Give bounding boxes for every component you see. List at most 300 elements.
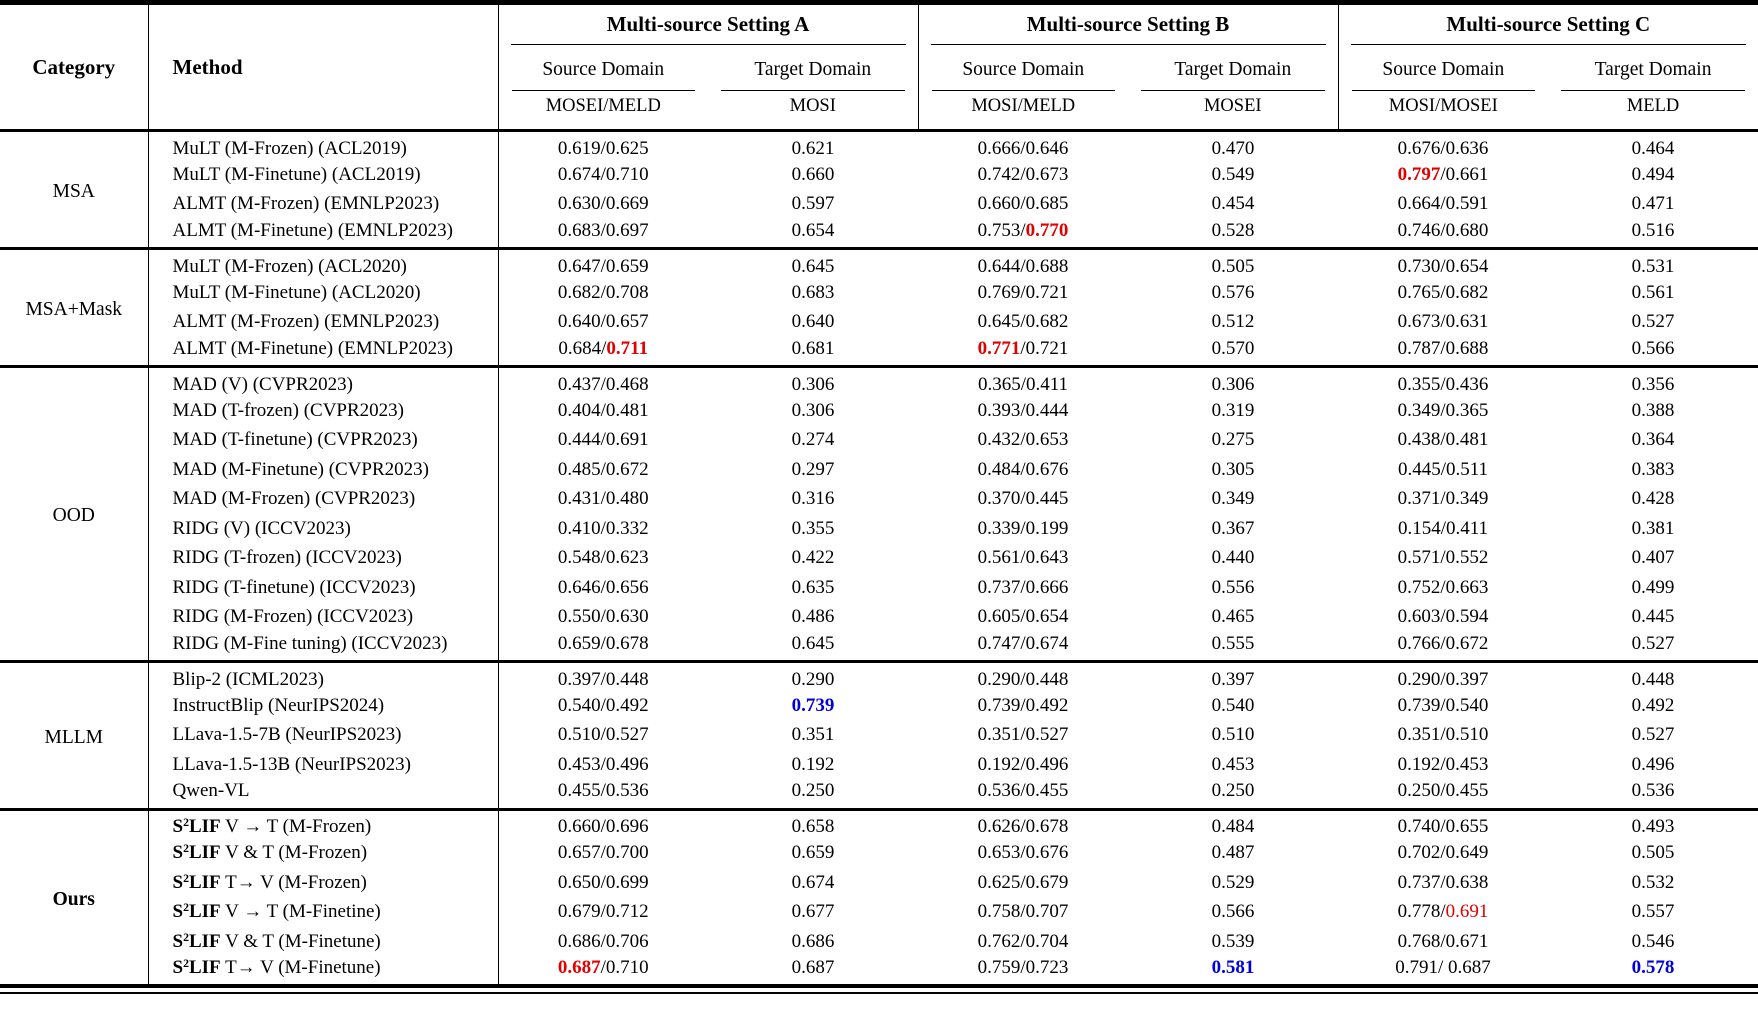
method-cell: RIDG (T-frozen) (ICCV2023) xyxy=(148,544,498,574)
section-ood xyxy=(0,367,1758,662)
target-domain-value-cell: 0.561 xyxy=(1631,281,1675,303)
target-domain-value-cell: 0.364 xyxy=(1631,429,1675,451)
highlighted-value: 2 xyxy=(183,842,189,856)
method-cell: MAD (M-Finetune) (CVPR2023) xyxy=(148,455,498,485)
target-domain-value-cell: 0.454 xyxy=(1211,193,1255,215)
source-domain-value-cell: 0.404/0.481 xyxy=(557,399,649,421)
method-cell: Blip-2 (ICML2023) xyxy=(148,662,498,692)
target-domain-value-cell: 0.660 xyxy=(791,163,835,185)
source-domain-value-cell: 0.432/0.653 xyxy=(977,429,1069,451)
source-domain-value-cell: 0.666/0.646 xyxy=(977,137,1069,159)
target-domain-value-cell: 0.549 xyxy=(1211,163,1255,185)
source-domain-value-cell: 0.290/0.397 xyxy=(1338,662,1548,692)
source-domain-value-cell: 0.561/0.643 xyxy=(977,547,1069,569)
target-domain-value-cell: 0.445 xyxy=(1631,606,1675,628)
highlighted-value: 0.581 xyxy=(1211,956,1255,978)
source-domain-value-cell: 0.659/0.678 xyxy=(557,632,649,654)
source-domain-value-cell xyxy=(1338,160,1548,190)
target-domain-value-cell: 0.356 xyxy=(1548,367,1758,397)
value-text: T→ V (M-Finetune) xyxy=(220,956,381,978)
source-domain-value-cell: 0.673/0.631 xyxy=(1397,311,1489,333)
source-domain-value-cell: 0.510/0.527 xyxy=(557,724,649,746)
target-domain-value-cell: 0.654 xyxy=(791,219,835,241)
highlighted-value: LIF xyxy=(188,930,221,952)
target-domain-value-cell: 0.471 xyxy=(1631,193,1675,215)
source-domain-value-cell: 0.192/0.453 xyxy=(1397,753,1489,775)
source-domain-value-cell: 0.762/0.704 xyxy=(977,930,1069,952)
source-domain-value-cell: 0.485/0.672 xyxy=(557,458,649,480)
target-domain-value-cell: 0.487 xyxy=(1211,842,1255,864)
header-method-label: Method xyxy=(148,3,498,131)
source-domain-value-cell: 0.625/0.679 xyxy=(977,871,1069,893)
source-domain-value-cell: 0.630/0.669 xyxy=(557,193,649,215)
method-cell: RIDG (M-Fine tuning) (ICCV2023) xyxy=(148,632,498,662)
target-domain-value-cell: 0.349 xyxy=(1211,488,1255,510)
method-cell: MAD (V) (CVPR2023) xyxy=(148,367,498,397)
table-row xyxy=(0,750,1758,780)
target-domain-value-cell: 0.505 xyxy=(1128,249,1338,279)
setting-c-title: Multi-source Setting C xyxy=(1351,6,1747,44)
setting-b-source-domains: MOSI/MELD xyxy=(918,91,1128,131)
target-domain-value-cell: 0.566 xyxy=(1631,337,1675,359)
highlighted-value: 0.797 xyxy=(1397,163,1441,185)
target-domain-value-cell: 0.510 xyxy=(1211,724,1255,746)
setting-b-target-domain: MOSEI xyxy=(1128,91,1338,131)
highlighted-value: 0.687 xyxy=(557,956,601,978)
method-cell xyxy=(148,898,498,928)
method-cell: MAD (M-Frozen) (CVPR2023) xyxy=(148,485,498,515)
table-row xyxy=(0,249,1758,279)
value-text: V → T (M-Finetine) xyxy=(220,901,381,923)
target-domain-value-cell: 0.274 xyxy=(791,429,835,451)
source-domain-value-cell xyxy=(918,337,1128,367)
target-domain-value-cell: 0.621 xyxy=(791,137,835,159)
method-cell: ALMT (M-Frozen) (EMNLP2023) xyxy=(148,308,498,338)
source-domain-value-cell: 0.787/0.688 xyxy=(1397,337,1489,359)
value-text: T→ V (M-Frozen) xyxy=(220,871,367,893)
header-setting-c xyxy=(1338,3,1758,45)
method-cell: LLava-1.5-7B (NeurIPS2023) xyxy=(148,721,498,751)
table-row xyxy=(0,927,1758,957)
target-domain-value-cell: 0.677 xyxy=(791,901,835,923)
source-domain-value-cell: 0.645/0.682 xyxy=(977,311,1069,333)
table-header xyxy=(0,3,1758,131)
highlighted-value: S xyxy=(172,901,184,923)
setting-b-source-label: Source Domain xyxy=(918,45,1128,91)
target-domain-value-cell: 0.428 xyxy=(1631,488,1675,510)
target-domain-value-cell: 0.275 xyxy=(1211,429,1255,451)
method-cell: RIDG (T-finetune) (ICCV2023) xyxy=(148,573,498,603)
method-cell: RIDG (M-Frozen) (ICCV2023) xyxy=(148,603,498,633)
target-domain-value-cell: 0.557 xyxy=(1631,901,1675,923)
method-cell: ALMT (M-Finetune) (EMNLP2023) xyxy=(148,337,498,367)
source-domain-value-cell: 0.730/0.654 xyxy=(1338,249,1548,279)
header-setting-b xyxy=(918,3,1338,45)
highlighted-value: 0.711 xyxy=(606,337,649,359)
source-domain-value-cell: 0.365/0.411 xyxy=(918,367,1128,397)
target-domain-value-cell: 0.290 xyxy=(708,662,918,692)
highlighted-value: 2 xyxy=(183,930,189,944)
method-cell xyxy=(148,957,498,987)
highlighted-value: LIF xyxy=(188,901,221,923)
target-domain-value-cell: 0.453 xyxy=(1211,753,1255,775)
highlighted-value: 2 xyxy=(183,816,189,830)
target-domain-value-cell: 0.527 xyxy=(1631,724,1675,746)
source-domain-value-cell: 0.250/0.455 xyxy=(1397,780,1489,802)
setting-c-source-domains: MOSI/MOSEI xyxy=(1338,91,1548,131)
category-cell: MSA+Mask xyxy=(0,249,148,367)
method-cell: InstructBlip (NeurIPS2024) xyxy=(148,691,498,721)
target-domain-value-cell: 0.686 xyxy=(791,930,835,952)
table-row xyxy=(0,898,1758,928)
value-text: /0.661 xyxy=(1440,163,1489,185)
table-row xyxy=(0,721,1758,751)
table-row xyxy=(0,691,1758,721)
table-row xyxy=(0,780,1758,810)
source-domain-value-cell: 0.351/0.527 xyxy=(977,724,1069,746)
table-row xyxy=(0,839,1758,869)
source-domain-value-cell: 0.455/0.536 xyxy=(557,780,649,802)
source-domain-value-cell: 0.445/0.511 xyxy=(1397,458,1489,480)
target-domain-value-cell: 0.536 xyxy=(1631,780,1675,802)
setting-b-title: Multi-source Setting B xyxy=(931,6,1326,44)
target-domain-value-cell: 0.539 xyxy=(1211,930,1255,952)
source-domain-value-cell: 0.603/0.594 xyxy=(1397,606,1489,628)
target-domain-value-cell: 0.540 xyxy=(1211,694,1255,716)
source-domain-value-cell: 0.370/0.445 xyxy=(977,488,1069,510)
target-domain-value-cell: 0.528 xyxy=(1211,219,1255,241)
header-category-label: Category xyxy=(0,3,148,131)
target-domain-value-cell xyxy=(708,691,918,721)
highlighted-value: LIF xyxy=(188,842,221,864)
target-domain-value-cell: 0.566 xyxy=(1211,901,1255,923)
target-domain-value-cell: 0.316 xyxy=(791,488,835,510)
source-domain-value-cell: 0.605/0.654 xyxy=(977,606,1069,628)
header-row-settings xyxy=(0,3,1758,45)
target-domain-value-cell: 0.516 xyxy=(1631,219,1675,241)
table-row xyxy=(0,809,1758,839)
table-row xyxy=(0,868,1758,898)
method-cell xyxy=(148,868,498,898)
table-row xyxy=(0,396,1758,426)
target-domain-value-cell: 0.351 xyxy=(791,724,835,746)
source-domain-value-cell: 0.758/0.707 xyxy=(977,901,1069,923)
table-row xyxy=(0,308,1758,338)
target-domain-value-cell: 0.465 xyxy=(1211,606,1255,628)
source-domain-value-cell: 0.747/0.674 xyxy=(977,632,1069,654)
source-domain-value-cell: 0.740/0.655 xyxy=(1338,809,1548,839)
target-domain-value-cell: 0.527 xyxy=(1631,311,1675,333)
target-domain-value-cell: 0.555 xyxy=(1211,632,1255,654)
table-row xyxy=(0,190,1758,220)
value-text: /0.721 xyxy=(1020,337,1069,359)
source-domain-value-cell: 0.371/0.349 xyxy=(1397,488,1489,510)
source-domain-value-cell: 0.766/0.672 xyxy=(1397,632,1489,654)
source-domain-value-cell: 0.653/0.676 xyxy=(977,842,1069,864)
highlighted-value: LIF xyxy=(188,956,221,978)
source-domain-value-cell: 0.739/0.492 xyxy=(977,694,1069,716)
target-domain-value-cell: 0.306 xyxy=(791,399,835,421)
target-domain-value-cell: 0.397 xyxy=(1128,662,1338,692)
source-domain-value-cell xyxy=(498,957,708,987)
section-msa xyxy=(0,131,1758,249)
method-cell: LLava-1.5-13B (NeurIPS2023) xyxy=(148,750,498,780)
source-domain-value-cell: 0.444/0.691 xyxy=(557,429,649,451)
method-cell: ALMT (M-Frozen) (EMNLP2023) xyxy=(148,190,498,220)
target-domain-value-cell: 0.319 xyxy=(1211,399,1255,421)
target-domain-value-cell: 0.407 xyxy=(1631,547,1675,569)
target-domain-value-cell xyxy=(1548,957,1758,987)
table-row xyxy=(0,160,1758,190)
source-domain-value-cell: 0.682/0.708 xyxy=(557,281,649,303)
target-domain-value-cell: 0.484 xyxy=(1128,809,1338,839)
source-domain-value-cell xyxy=(918,219,1128,249)
highlighted-value: 0.771 xyxy=(977,337,1021,359)
target-domain-value-cell: 0.493 xyxy=(1548,809,1758,839)
source-domain-value-cell: 0.737/0.666 xyxy=(977,576,1069,598)
source-domain-value-cell: 0.339/0.199 xyxy=(977,517,1069,539)
source-domain-value-cell: 0.571/0.552 xyxy=(1397,547,1489,569)
source-domain-value-cell: 0.349/0.365 xyxy=(1397,399,1489,421)
table-row xyxy=(0,603,1758,633)
method-cell: MAD (T-frozen) (CVPR2023) xyxy=(148,396,498,426)
target-domain-value-cell xyxy=(1128,957,1338,987)
source-domain-value-cell: 0.644/0.688 xyxy=(918,249,1128,279)
table-row xyxy=(0,662,1758,692)
table-row xyxy=(0,426,1758,456)
source-domain-value-cell: 0.791/ 0.687 xyxy=(1395,956,1491,978)
highlighted-value: S xyxy=(172,956,184,978)
source-domain-value-cell: 0.355/0.436 xyxy=(1338,367,1548,397)
table-row xyxy=(0,544,1758,574)
source-domain-value-cell: 0.192/0.496 xyxy=(977,753,1069,775)
source-domain-value-cell xyxy=(498,337,708,367)
setting-a-source-domains: MOSEI/MELD xyxy=(498,91,708,131)
source-domain-value-cell: 0.437/0.468 xyxy=(498,367,708,397)
target-domain-value-cell: 0.674 xyxy=(791,871,835,893)
category-cell: Ours xyxy=(0,809,148,986)
method-cell: MuLT (M-Frozen) (ACL2020) xyxy=(148,249,498,279)
highlighted-value: 0.739 xyxy=(791,694,835,716)
category-cell: MSA xyxy=(0,131,148,249)
target-domain-value-cell: 0.658 xyxy=(708,809,918,839)
target-domain-value-cell: 0.470 xyxy=(1211,137,1255,159)
target-domain-value-cell: 0.494 xyxy=(1631,163,1675,185)
target-domain-value-cell: 0.546 xyxy=(1631,930,1675,952)
highlighted-value: S xyxy=(172,930,184,952)
target-domain-value-cell: 0.576 xyxy=(1211,281,1255,303)
table-row xyxy=(0,485,1758,515)
source-domain-value-cell: 0.657/0.700 xyxy=(557,842,649,864)
target-domain-value-cell: 0.687 xyxy=(791,956,835,978)
method-cell: ALMT (M-Finetune) (EMNLP2023) xyxy=(148,219,498,249)
source-domain-value-cell: 0.410/0.332 xyxy=(557,517,649,539)
target-domain-value-cell: 0.367 xyxy=(1211,517,1255,539)
source-domain-value-cell: 0.683/0.697 xyxy=(557,219,649,241)
target-domain-value-cell: 0.297 xyxy=(791,458,835,480)
source-domain-value-cell: 0.393/0.444 xyxy=(977,399,1069,421)
source-domain-value-cell: 0.660/0.685 xyxy=(977,193,1069,215)
target-domain-value-cell: 0.440 xyxy=(1211,547,1255,569)
source-domain-value-cell: 0.769/0.721 xyxy=(977,281,1069,303)
setting-c-target-domain: MELD xyxy=(1548,91,1758,131)
target-domain-value-cell: 0.355 xyxy=(791,517,835,539)
highlighted-value: 0.578 xyxy=(1631,956,1675,978)
target-domain-value-cell: 0.681 xyxy=(791,337,835,359)
source-domain-value-cell: 0.742/0.673 xyxy=(977,163,1069,185)
table-row xyxy=(0,337,1758,367)
source-domain-value-cell: 0.453/0.496 xyxy=(557,753,649,775)
method-cell: RIDG (V) (ICCV2023) xyxy=(148,514,498,544)
target-domain-value-cell: 0.381 xyxy=(1631,517,1675,539)
section-ours xyxy=(0,809,1758,986)
highlighted-value: 2 xyxy=(183,956,189,970)
target-domain-value-cell: 0.250 xyxy=(791,780,835,802)
method-cell xyxy=(148,927,498,957)
target-domain-value-cell: 0.250 xyxy=(1211,780,1255,802)
source-domain-value-cell: 0.550/0.630 xyxy=(557,606,649,628)
table-row xyxy=(0,219,1758,249)
setting-b-target-label: Target Domain xyxy=(1128,45,1338,91)
method-cell: Qwen-VL xyxy=(148,780,498,810)
value-text: V & T (M-Frozen) xyxy=(220,842,368,864)
target-domain-value-cell: 0.512 xyxy=(1211,311,1255,333)
source-domain-value-cell: 0.650/0.699 xyxy=(557,871,649,893)
target-domain-value-cell: 0.496 xyxy=(1631,753,1675,775)
highlighted-value: LIF xyxy=(188,871,221,893)
category-cell: MLLM xyxy=(0,662,148,810)
table-row xyxy=(0,455,1758,485)
target-domain-value-cell: 0.305 xyxy=(1211,458,1255,480)
setting-c-target-label: Target Domain xyxy=(1548,45,1758,91)
source-domain-value-cell: 0.397/0.448 xyxy=(498,662,708,692)
source-domain-value-cell: 0.431/0.480 xyxy=(557,488,649,510)
setting-a-source-label: Source Domain xyxy=(498,45,708,91)
target-domain-value-cell: 0.448 xyxy=(1548,662,1758,692)
source-domain-value-cell: 0.674/0.710 xyxy=(557,163,649,185)
table-row xyxy=(0,131,1758,161)
source-domain-value-cell: 0.768/0.671 xyxy=(1397,930,1489,952)
category-cell: OOD xyxy=(0,367,148,662)
section-msa-mask xyxy=(0,249,1758,367)
target-domain-value-cell: 0.635 xyxy=(791,576,835,598)
target-domain-value-cell: 0.388 xyxy=(1631,399,1675,421)
value-text: 0.753/ xyxy=(977,219,1026,241)
source-domain-value-cell: 0.290/0.448 xyxy=(918,662,1128,692)
table-row xyxy=(0,632,1758,662)
setting-a-title: Multi-source Setting A xyxy=(511,6,906,44)
source-domain-value-cell: 0.759/0.723 xyxy=(977,956,1069,978)
source-domain-value-cell: 0.664/0.591 xyxy=(1397,193,1489,215)
source-domain-value-cell: 0.765/0.682 xyxy=(1397,281,1489,303)
source-domain-value-cell: 0.647/0.659 xyxy=(498,249,708,279)
source-domain-value-cell: 0.438/0.481 xyxy=(1397,429,1489,451)
value-text: V & T (M-Finetune) xyxy=(220,930,381,952)
target-domain-value-cell: 0.683 xyxy=(791,281,835,303)
target-domain-value-cell: 0.556 xyxy=(1211,576,1255,598)
highlighted-value: S xyxy=(172,871,184,893)
method-cell: MuLT (M-Finetune) (ACL2019) xyxy=(148,160,498,190)
source-domain-value-cell: 0.660/0.696 xyxy=(498,809,708,839)
source-domain-value-cell: 0.702/0.649 xyxy=(1397,842,1489,864)
value-text: V → T (M-Frozen) xyxy=(220,816,372,838)
target-domain-value-cell: 0.532 xyxy=(1631,871,1675,893)
target-domain-value-cell: 0.529 xyxy=(1211,871,1255,893)
highlighted-value: 2 xyxy=(183,871,189,885)
target-domain-value-cell: 0.597 xyxy=(791,193,835,215)
highlighted-value: S xyxy=(172,842,184,864)
table-row xyxy=(0,278,1758,308)
target-domain-value-cell: 0.645 xyxy=(791,632,835,654)
target-domain-value-cell: 0.659 xyxy=(791,842,835,864)
source-domain-value-cell: 0.752/0.663 xyxy=(1397,576,1489,598)
source-domain-value-cell: 0.676/0.636 xyxy=(1397,137,1489,159)
source-domain-value-cell: 0.679/0.712 xyxy=(557,901,649,923)
table-row xyxy=(0,367,1758,397)
target-domain-value-cell: 0.422 xyxy=(791,547,835,569)
source-domain-value-cell: 0.646/0.656 xyxy=(557,576,649,598)
target-domain-value-cell: 0.306 xyxy=(708,367,918,397)
target-domain-value-cell: 0.645 xyxy=(708,249,918,279)
highlighted-value: 0.691 xyxy=(1445,901,1489,923)
target-domain-value-cell: 0.570 xyxy=(1211,337,1255,359)
method-cell: MAD (T-finetune) (CVPR2023) xyxy=(148,426,498,456)
section-mllm xyxy=(0,662,1758,810)
target-domain-value-cell: 0.492 xyxy=(1631,694,1675,716)
table-row xyxy=(0,514,1758,544)
source-domain-value-cell: 0.536/0.455 xyxy=(977,780,1069,802)
method-cell: MuLT (M-Finetune) (ACL2020) xyxy=(148,278,498,308)
target-domain-value-cell: 0.383 xyxy=(1631,458,1675,480)
method-cell xyxy=(148,809,498,839)
source-domain-value-cell: 0.626/0.678 xyxy=(918,809,1128,839)
source-domain-value-cell: 0.484/0.676 xyxy=(977,458,1069,480)
target-domain-value-cell: 0.192 xyxy=(791,753,835,775)
target-domain-value-cell: 0.531 xyxy=(1548,249,1758,279)
target-domain-value-cell: 0.527 xyxy=(1631,632,1675,654)
source-domain-value-cell: 0.686/0.706 xyxy=(557,930,649,952)
source-domain-value-cell: 0.540/0.492 xyxy=(557,694,649,716)
source-domain-value-cell: 0.739/0.540 xyxy=(1397,694,1489,716)
method-cell xyxy=(148,839,498,869)
table-row xyxy=(0,957,1758,987)
table-row xyxy=(0,573,1758,603)
source-domain-value-cell: 0.737/0.638 xyxy=(1397,871,1489,893)
header-setting-a xyxy=(498,3,918,45)
source-domain-value-cell: 0.154/0.411 xyxy=(1397,517,1489,539)
source-domain-value-cell xyxy=(1338,898,1548,928)
value-text: 0.778/ xyxy=(1397,901,1446,923)
target-domain-value-cell: 0.486 xyxy=(791,606,835,628)
setting-c-source-label: Source Domain xyxy=(1338,45,1548,91)
target-domain-value-cell: 0.499 xyxy=(1631,576,1675,598)
source-domain-value-cell: 0.548/0.623 xyxy=(557,547,649,569)
method-cell: MuLT (M-Frozen) (ACL2019) xyxy=(148,131,498,161)
highlighted-value: 0.770 xyxy=(1025,219,1069,241)
target-domain-value-cell: 0.464 xyxy=(1631,137,1675,159)
source-domain-value-cell: 0.619/0.625 xyxy=(557,137,649,159)
source-domain-value-cell: 0.351/0.510 xyxy=(1397,724,1489,746)
source-domain-value-cell: 0.746/0.680 xyxy=(1397,219,1489,241)
value-text: 0.684/ xyxy=(558,337,607,359)
highlighted-value: LIF xyxy=(188,816,221,838)
value-text: /0.710 xyxy=(600,956,649,978)
setting-a-target-domain: MOSI xyxy=(708,91,918,131)
highlighted-value: 2 xyxy=(183,901,189,915)
target-domain-value-cell: 0.505 xyxy=(1631,842,1675,864)
source-domain-value-cell: 0.640/0.657 xyxy=(557,311,649,333)
target-domain-value-cell: 0.306 xyxy=(1128,367,1338,397)
